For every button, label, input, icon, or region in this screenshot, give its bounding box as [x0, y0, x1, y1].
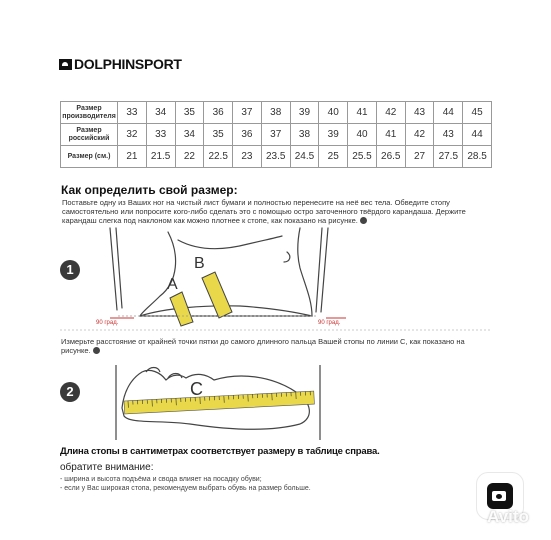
guide-title: Как определить свой размер:: [61, 183, 238, 197]
size-cell: 43: [434, 124, 463, 146]
size-cell: 26.5: [376, 146, 405, 168]
size-cell: 23.5: [261, 146, 290, 168]
step2-badge: 2: [60, 382, 80, 402]
label-c: C: [190, 379, 203, 399]
size-cell: 43: [405, 102, 434, 124]
label-a: A: [167, 276, 178, 293]
size-cell: 34: [175, 124, 204, 146]
size-cell: 38: [261, 102, 290, 124]
size-cell: 44: [434, 102, 463, 124]
step2-instructions: Измерьте расстояние от крайней точки пятки до самого длинного пальца Вашей стопы по линии C, как показано на рисунке.: [61, 337, 465, 355]
size-cell: 22.5: [204, 146, 233, 168]
size-cell: 44: [463, 124, 492, 146]
size-cell: 27: [405, 146, 434, 168]
size-cell: 39: [319, 124, 348, 146]
size-cell: 27.5: [434, 146, 463, 168]
size-cell: 24.5: [290, 146, 319, 168]
size-cell: 39: [290, 102, 319, 124]
ruler-c: [124, 391, 314, 414]
size-cell: 33: [146, 124, 175, 146]
size-cell: 22: [175, 146, 204, 168]
angle-left-label: 90 град.: [96, 320, 119, 326]
size-cell: 42: [376, 102, 405, 124]
size-row-label: Размер производителя: [61, 102, 118, 124]
angle-right-label: 90 град.: [318, 320, 341, 326]
step1-badge: 1: [60, 260, 80, 280]
brand-name: DOLPHINSPORT: [74, 56, 182, 72]
size-cell: 25.5: [348, 146, 377, 168]
band-b: [202, 272, 232, 318]
size-cell: 36: [204, 102, 233, 124]
size-cell: 33: [118, 102, 147, 124]
size-cell: 28.5: [463, 146, 492, 168]
size-cell: 25: [319, 146, 348, 168]
step1-instructions: Поставьте одну из Ваших ног на чистый лист бумаги и полностью перенесите на неё вес тела. Обведите стопу самостоятельно или попросите кого-либо сделать это с помощью остро заточенного твёрдого карандаша. Держите карандаш слегка под наклоном как можно плотнее к стопе, как показано на рисунке.: [62, 198, 466, 225]
size-cell: 41: [348, 102, 377, 124]
size-cell: 21: [118, 146, 147, 168]
size-cell: 23: [233, 146, 262, 168]
size-cell: 41: [376, 124, 405, 146]
size-cell: 42: [405, 124, 434, 146]
size-cell: 21.5: [146, 146, 175, 168]
size-cell: 35: [175, 102, 204, 124]
attention-title: обратите внимание:: [60, 462, 154, 473]
size-row-label: Размер российский: [61, 124, 118, 146]
size-cell: 35: [204, 124, 233, 146]
avito-watermark: Avito: [487, 507, 529, 526]
size-cell: 36: [233, 124, 262, 146]
camera-icon: [487, 483, 513, 509]
note-width: - ширина и высота подъёма и свода влияет на посадку обуви;: [60, 476, 262, 483]
size-cell: 45: [463, 102, 492, 124]
note-wide-foot: - если у Вас широкая стопа, рекомендуем выбрать обувь на размер больше.: [60, 485, 311, 492]
label-b: B: [194, 255, 205, 272]
size-cell: 38: [290, 124, 319, 146]
size-cell: 40: [348, 124, 377, 146]
size-cell: 32: [118, 124, 147, 146]
size-row-label: Размер (см.): [61, 146, 118, 168]
size-cell: 34: [146, 102, 175, 124]
size-cell: 37: [233, 102, 262, 124]
size-cell: 37: [261, 124, 290, 146]
result-statement: Длина стопы в сантиметрах соответствует размеру в таблице справа.: [60, 446, 380, 457]
size-cell: 40: [319, 102, 348, 124]
